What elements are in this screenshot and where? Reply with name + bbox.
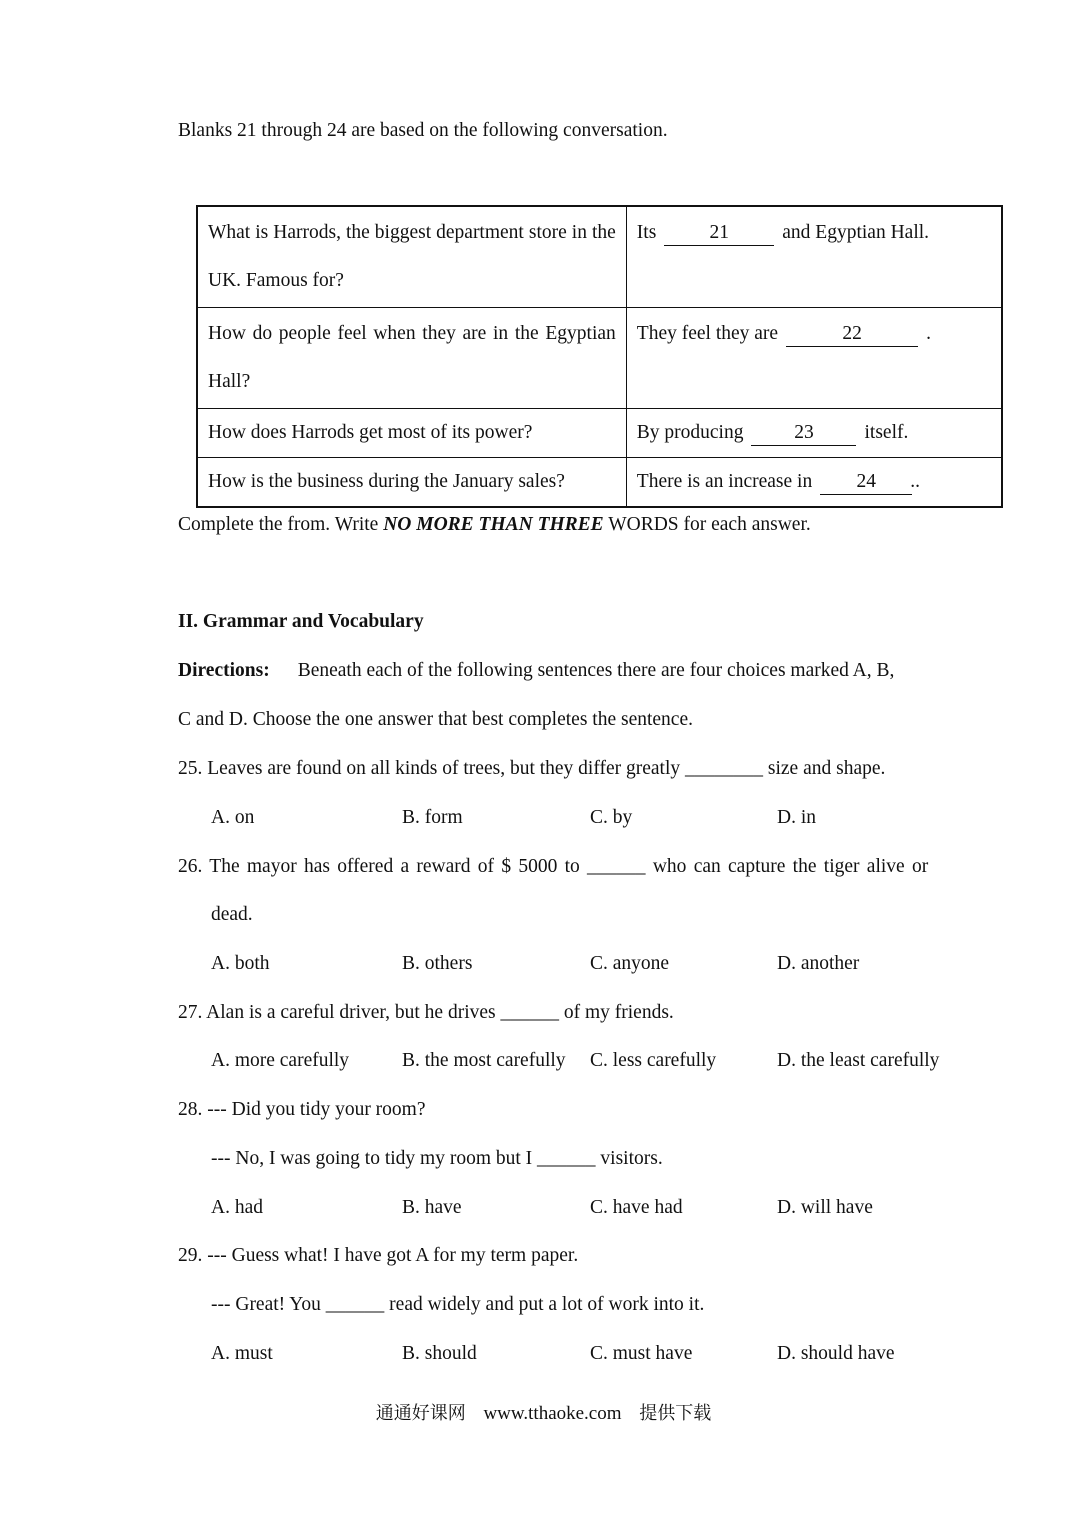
table-question: How does Harrods get most of its power?	[197, 409, 626, 458]
option-d: D. should have	[777, 1343, 895, 1364]
directions-line-1: Directions: Beneath each of the following sentences there are four choices marked A, B,	[178, 660, 895, 681]
option-a: A. on	[211, 807, 255, 828]
table-row	[197, 409, 1002, 458]
options-27	[211, 1050, 1011, 1076]
table-answer: They feel they are 22 .	[626, 308, 1002, 409]
table-answer: Its 21 and Egyptian Hall.	[626, 206, 1002, 308]
question-26: 26. The mayor has offered a reward of $ 5000 to ______ who can capture the tiger alive or	[178, 856, 929, 877]
question-29-cont: --- Great! You ______ read widely and put a lot of work into it.	[211, 1294, 705, 1315]
option-c: C. less carefully	[590, 1050, 717, 1071]
option-a: A. must	[211, 1343, 273, 1364]
option-a: A. both	[211, 953, 270, 974]
option-d: D. another	[777, 953, 860, 974]
table-question: What is Harrods, the biggest department store in the UK. Famous for?	[197, 206, 626, 308]
option-b: B. others	[402, 953, 473, 974]
table-row	[197, 206, 1002, 308]
page-footer	[0, 1399, 1087, 1425]
table-row	[197, 308, 1002, 409]
instruction-emphasis: NO MORE THAN THREE	[383, 514, 604, 535]
option-c: C. must have	[590, 1343, 693, 1364]
footer-note: 提供下载	[639, 1403, 712, 1424]
option-b: B. should	[402, 1343, 477, 1364]
option-d: D. will have	[777, 1197, 873, 1218]
table-question: How do people feel when they are in the Egyptian Hall?	[197, 308, 626, 409]
option-b: B. have	[402, 1197, 462, 1218]
option-d: D. the least carefully	[777, 1050, 940, 1071]
table-question: How is the business during the January sales?	[197, 458, 626, 508]
answer-blank: 24	[820, 470, 912, 495]
table-row	[197, 458, 1002, 508]
table-answer: There is an increase in 24 ..	[626, 458, 1002, 508]
options-28	[211, 1197, 1011, 1223]
option-b: B. the most carefully	[402, 1050, 566, 1071]
question-26-cont: dead.	[211, 904, 253, 925]
footer-url[interactable]: www.tthaoke.com	[483, 1403, 622, 1424]
option-c: C. anyone	[590, 953, 670, 974]
options-29	[211, 1343, 1011, 1369]
question-28-cont: --- No, I was going to tidy my room but I ______ visitors.	[211, 1148, 663, 1169]
table-answer: By producing 23 itself.	[626, 409, 1002, 458]
option-a: A. more carefully	[211, 1050, 350, 1071]
option-a: A. had	[211, 1197, 263, 1218]
directions-label: Directions:	[178, 660, 270, 681]
question-27: 27. Alan is a careful driver, but he drives ______ of my friends.	[178, 1002, 674, 1023]
question-28: 28. --- Did you tidy your room?	[178, 1099, 426, 1120]
directions-line-2: C and D. Choose the one answer that best completes the sentence.	[178, 709, 693, 730]
intro-text: Blanks 21 through 24 are based on the following conversation.	[178, 120, 668, 141]
footer-site-name: 通通好课网	[375, 1403, 466, 1424]
option-c: C. have had	[590, 1197, 683, 1218]
conversation-table	[196, 205, 1003, 508]
answer-blank: 22	[786, 322, 918, 347]
answer-blank: 21	[664, 221, 774, 246]
options-25	[211, 807, 1011, 833]
question-29: 29. --- Guess what! I have got A for my term paper.	[178, 1245, 579, 1266]
instruction-text: Complete the from. Write NO MORE THAN THREE WORDS for each answer.	[178, 514, 811, 535]
option-b: B. form	[402, 807, 463, 828]
section-heading: II. Grammar and Vocabulary	[178, 611, 424, 632]
answer-blank: 23	[751, 421, 856, 446]
options-26	[211, 953, 1011, 979]
option-c: C. by	[590, 807, 633, 828]
option-d: D. in	[777, 807, 816, 828]
question-25: 25. Leaves are found on all kinds of trees, but they differ greatly ________ size and shape.	[178, 758, 886, 779]
